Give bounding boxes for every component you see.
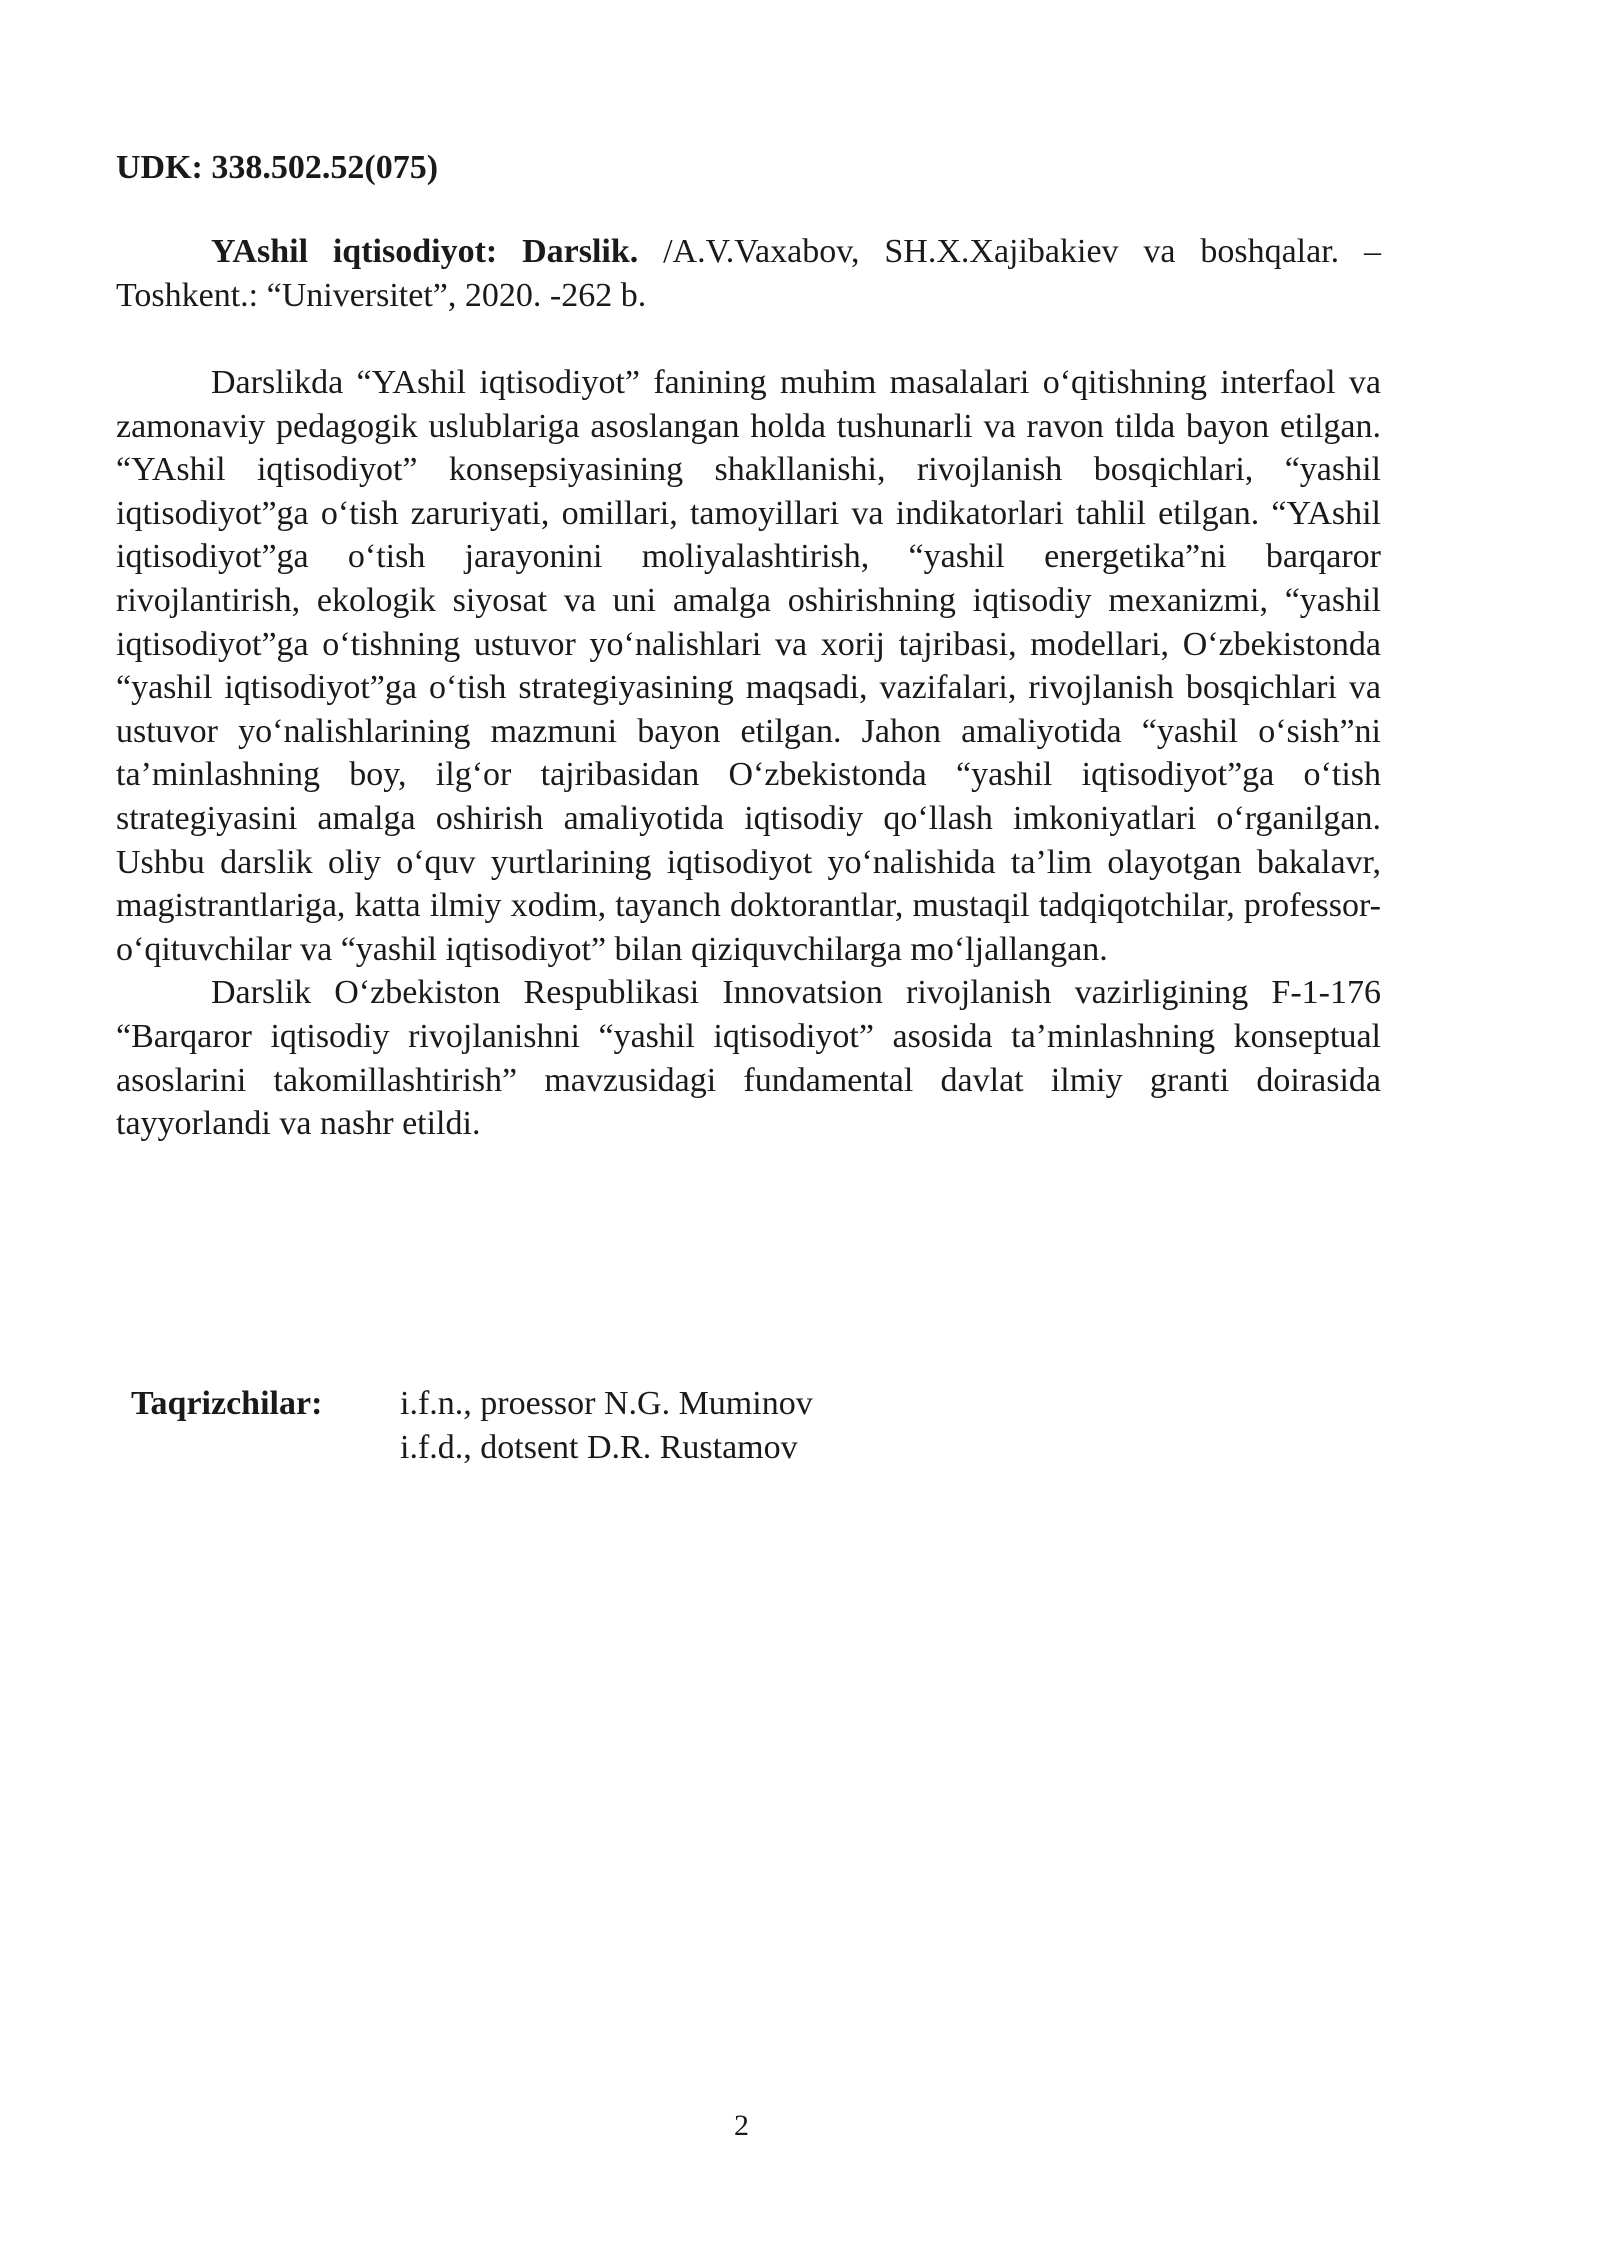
udk-code: UDK: 338.502.52(075) [116, 149, 439, 186]
bibliographic-citation [116, 230, 1381, 317]
annotation [116, 361, 1381, 1146]
reviewers-label: Taqrizchilar: [131, 1385, 323, 1422]
book-title: YAshil iqtisodiyot: Darslik. [211, 233, 639, 270]
reviewer-name: i.f.n., proessor N.G. Muminov [400, 1385, 813, 1422]
reviewer-name: i.f.d., dotsent D.R. Rustamov [400, 1429, 798, 1466]
annotation-paragraph-1: Darslikda “YAshil iqtisodiyot” fanining muhim masalalari o‘qitishning interfaol va zamonaviy pedagogik uslublariga asoslangan holda tushunarli va ravon tilda bayon etilgan. “YAshil iqtisodiyot” konsepsiyasining shakllanishi, rivojlanish bosqichlari, “yashil iqtisodiyot”ga o‘tish zaruriyati, omillari, tamoyillari va indikatorlari tahlil etilgan. “YAshil iqtisodiyot”ga o‘tish jarayonini moliyalashtirish, “yashil energetika”ni barqaror rivojlantirish, ekologik siyosat va uni amalga oshirishning iqtisodiy mexanizmi, “yashil iqtisodiyot”ga o‘tishning ustuvor yo‘nalishlari va xorij tajribasi, modellari, O‘zbekistonda “yashil iqtisodiyot”ga o‘tish strategiyasining maqsadi, vazifalari, rivojlanish bosqichlari va ustuvor yo‘nalishlarining mazmuni bayon etilgan. Jahon amaliyotida “yashil o‘sish”ni ta’minlashning boy, ilg‘or tajribasidan O‘zbekistonda “yashil iqtisodiyot”ga o‘tish strategiyasini amalga oshirish amaliyotida iqtisodiy qo‘llash imkoniyatlari o‘rganilgan. Ushbu darslik oliy o‘quv yurtlarining iqtisodiyot yo‘nalishida ta’lim olayotgan bakalavr, magistrantlariga, katta ilmiy xodim, tayanch doktorantlar, mustaqil tadqiqotchilar, professor-o‘qituvchilar va “yashil iqtisodiyot” bilan qiziquvchilarga mo‘ljallangan. [116, 364, 1381, 968]
annotation-paragraph-2: Darslik O‘zbekiston Respublikasi Innovatsion rivojlanish vazirligining F-1-176 “Barqaror iqtisodiy rivojlanishni “yashil iqtisodiyot” asosida ta’minlashning konseptual asoslarini takomillashtirish” mavzusidagi fundamental davlat ilmiy granti doirasida tayyorlandi va nashr etildi. [116, 974, 1381, 1143]
citation-details: /A.V.Vaxabov, SH.X.Xajibakiev va boshqalar. –Toshkent.: “Universitet”, 2020. -262 b. [116, 233, 1381, 314]
reviewers-list [400, 1382, 813, 1470]
page-number: 2 [734, 2109, 749, 2142]
